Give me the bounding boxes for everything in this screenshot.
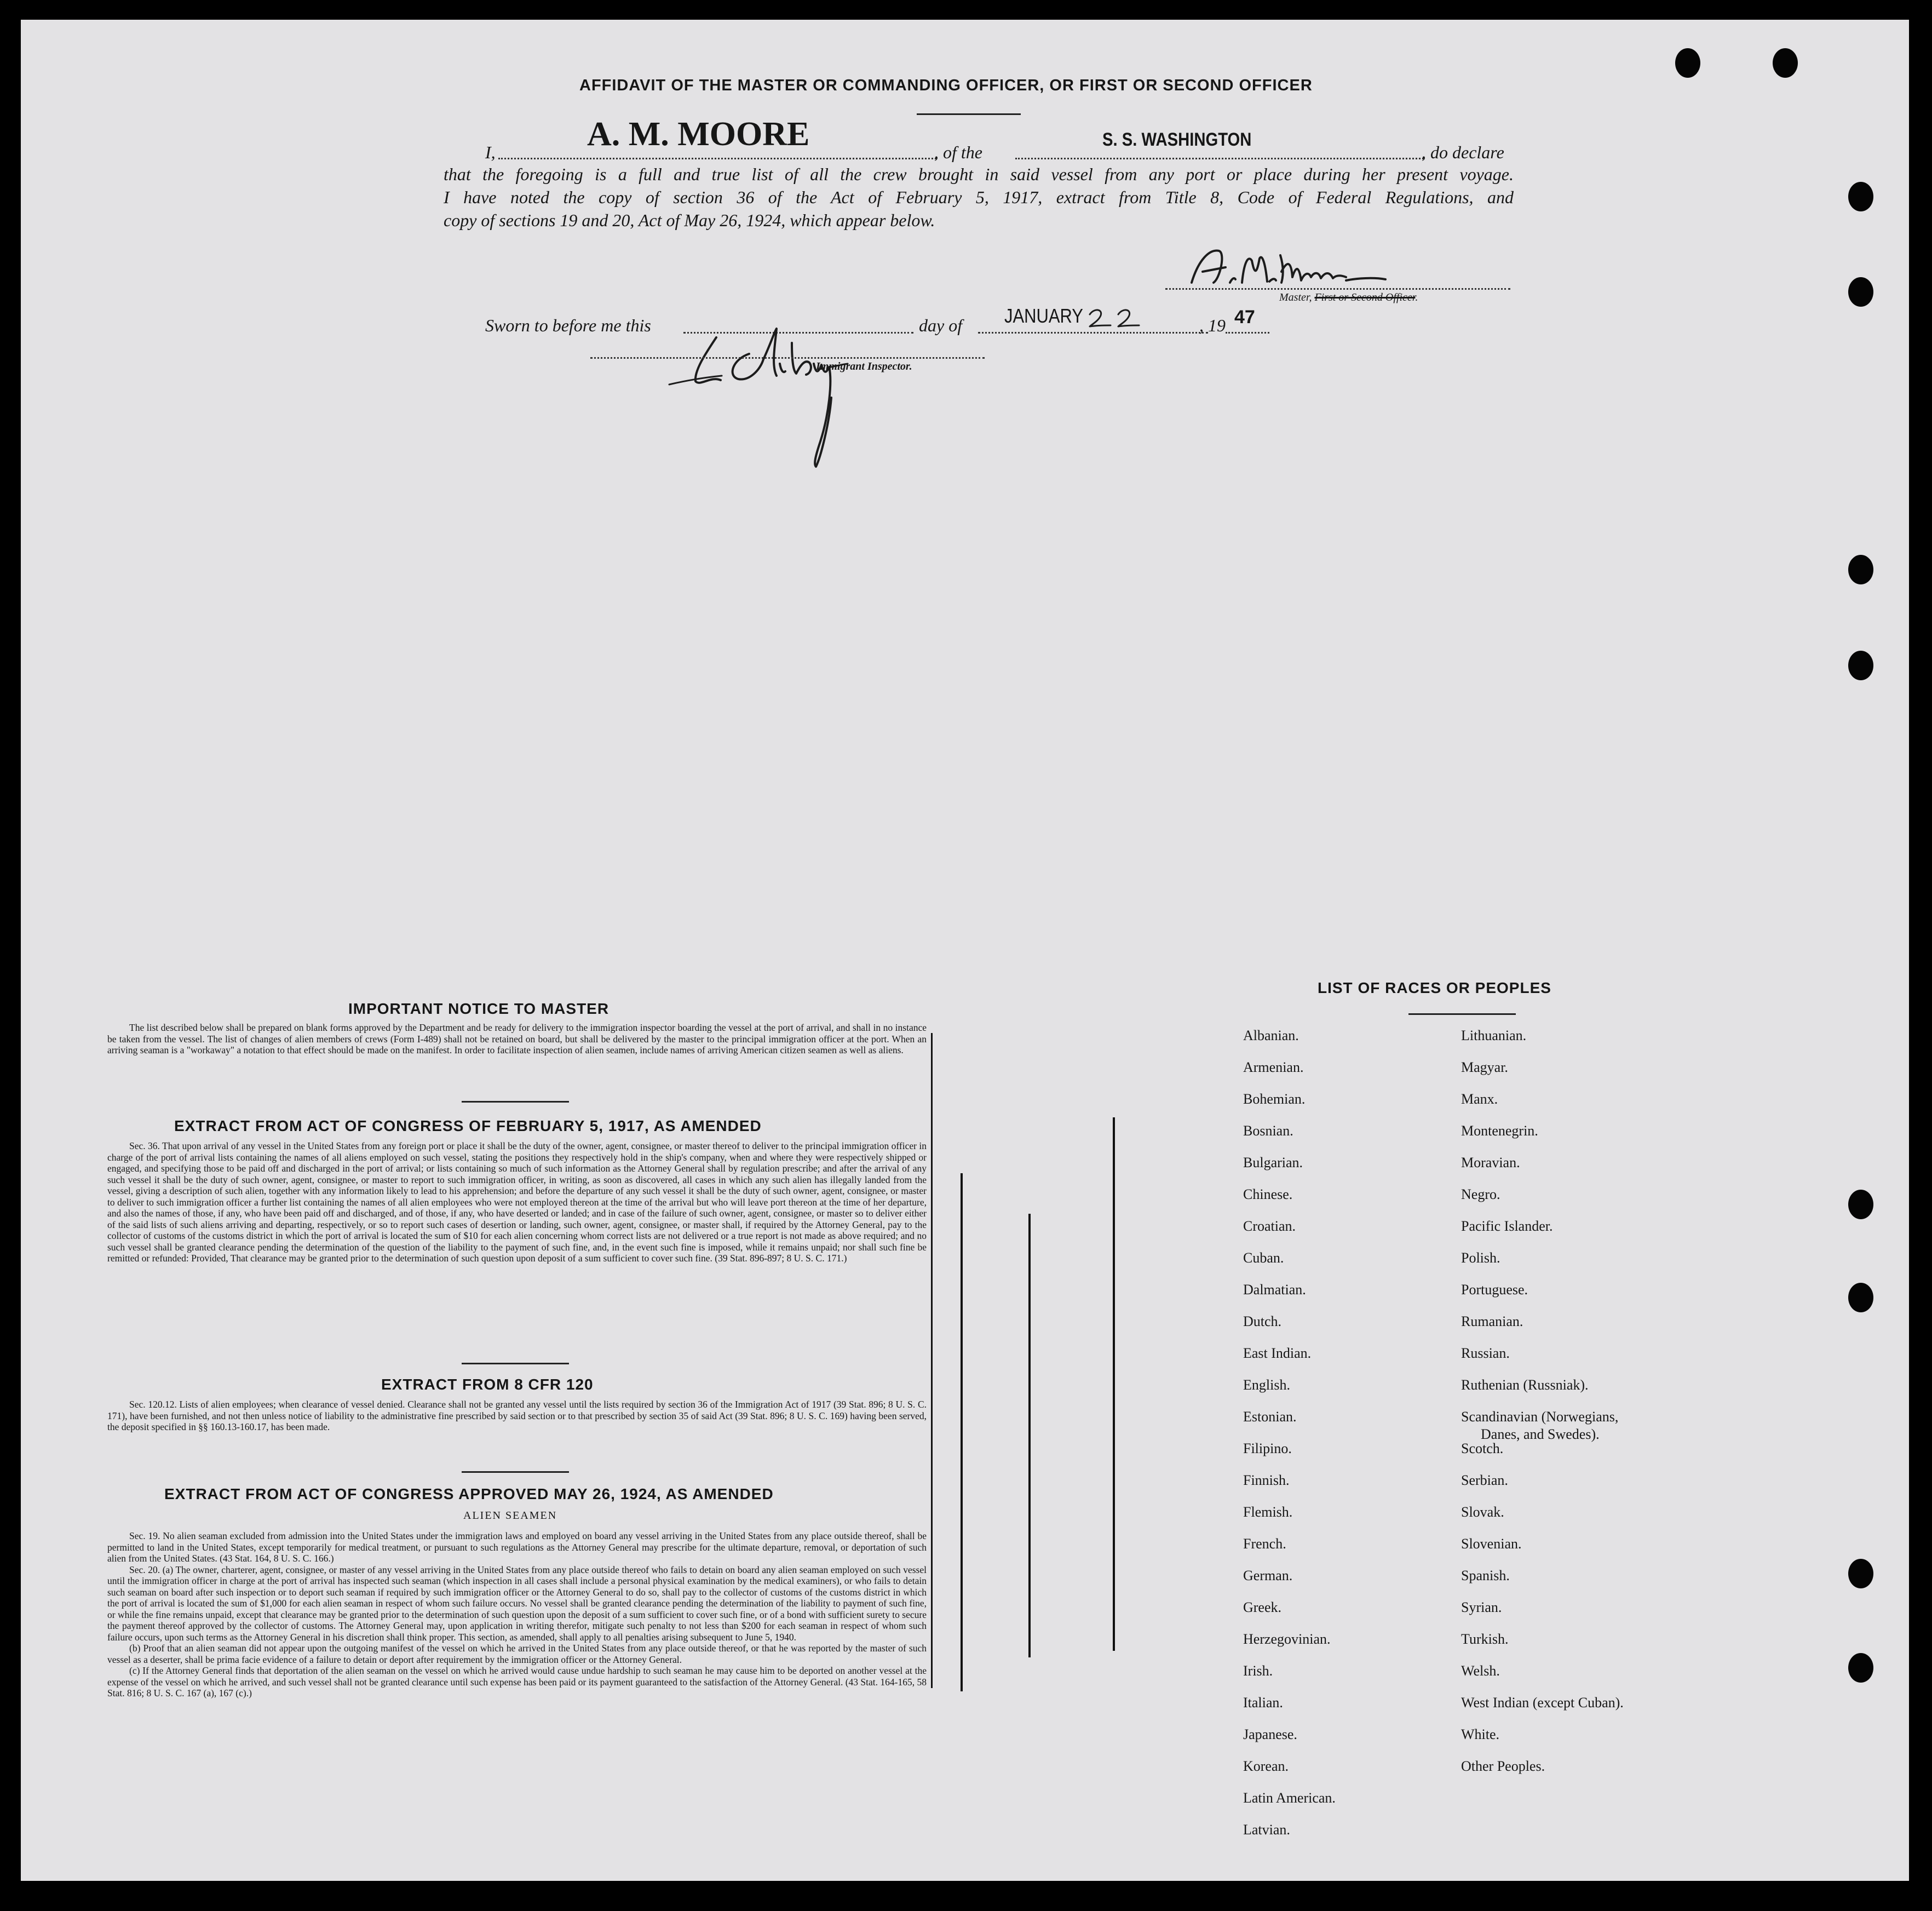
race-item: Turkish. (1461, 1631, 1509, 1647)
punch-hole (1848, 651, 1873, 680)
race-item: Bohemian. (1243, 1091, 1306, 1107)
race-item: Croatian. (1243, 1218, 1296, 1234)
margin-rule-right (1113, 1117, 1115, 1651)
margin-rule-middle (1028, 1214, 1031, 1657)
punch-hole (1675, 48, 1700, 78)
declaration-line-3: I have noted the copy of section 36 of the Act of February 5, 1917, extract from Title 8, Code of Federal Regulations, and (444, 187, 1514, 207)
race-item: Slovenian. (1461, 1536, 1522, 1552)
race-item: Scandinavian (Norwegians, (1461, 1409, 1619, 1425)
extract-1917-title: EXTRACT FROM ACT OF CONGRESS OF FEBRUARY 5, 1917, AS AMENDED (174, 1117, 762, 1134)
i-label: I, (485, 142, 496, 162)
affidavit-title: AFFIDAVIT OF THE MASTER OR COMMANDING OFFICER, OR FIRST OR SECOND OFFICER (579, 77, 1313, 94)
race-item: Bosnian. (1243, 1123, 1293, 1139)
race-item: Finnish. (1243, 1472, 1290, 1488)
extract-cfr-title: EXTRACT FROM 8 CFR 120 (381, 1376, 594, 1393)
race-item: Russian. (1461, 1345, 1510, 1361)
notice-divider (462, 1101, 569, 1103)
master-name: A. M. MOORE (587, 116, 810, 153)
race-item: French. (1243, 1536, 1286, 1552)
race-item: Flemish. (1243, 1504, 1293, 1520)
extract-1917-sec36: Sec. 36. That upon arrival of any vessel in the United States from any foreign port or place it shall be the duty of the owner, agent, consignee, or master thereof to deliver to the principal immigration officer in charge of the port of arrival lists containing the names of all aliens employed on such vessel, stating the positions they respectively hold in the ship's company, when and where they were respectively shipped or engaged, and specifying those to be paid off and discharged in the port of arrival; or lists containing so much of such information as the Attorney General shall by regulation prescribe; and after the arrival of any such vessel it shall be the duty of such owner, agent, consignee, or master to report to such immigration officer, in writing, as soon as discovered, all cases in which any such alien has illegally landed from the vessel, giving a description of such alien, together with any information likely to lead to his apprehension; and before the departure of any such vessel it shall be the duty of such owner, agent, consignee, or master to deliver to such immigration officer a further list containing the names of all alien employees who were not employed thereon at the time of the arrival but who will leave port thereon at the time of her departure, and also the names of those, if any, who have been paid off and discharged, and of those, if any, who have deserted or landed; and in case of the failure of such owner, agent, consignee, or master so to deliver either of the said lists of such aliens arriving and departing, respectively, or so to report such cases of desertion or landing, such owner, agent, consignee, or master shall, if required by the Attorney General, pay to the collector of customs of the customs district in which the port of arrival is located the sum of $10 for each alien concerning whom correct lists are not delivered or a true report is not made as above required; and no such vessel shall be granted clearance pending the determination of the question of the liability to the payment of such fine, and, in the event such fine is imposed, while it remains unpaid; nor shall such fine be remitted or refunded: Provided, That clearance may be granted prior to the determination of such question upon deposit of a sum sufficient to cover such fine. (39 Stat. 896-897; 8 U. S. C. 171.) (107, 1140, 927, 1264)
inspector-signature (667, 321, 941, 474)
sworn-month: JANUARY (1004, 305, 1083, 327)
race-item: Manx. (1461, 1091, 1498, 1107)
race-item: Other Peoples. (1461, 1758, 1545, 1774)
declaration-line-4: copy of sections 19 and 20, Act of May 26, 1924, which appear below. (444, 210, 935, 230)
form-sheet (21, 20, 1909, 1881)
race-item: Slovak. (1461, 1504, 1504, 1520)
races-title: LIST OF RACES OR PEOPLES (1318, 979, 1551, 996)
extract-cfr-text (107, 1399, 927, 1433)
sworn-month-line (978, 332, 1208, 334)
race-item: German. (1243, 1568, 1293, 1583)
extract-1924-subtitle: ALIEN SEAMEN (463, 1510, 557, 1522)
notice-text (107, 1022, 927, 1056)
sworn-day (1086, 305, 1152, 332)
race-item: Greek. (1243, 1599, 1282, 1615)
inspector-signature-line (590, 357, 985, 359)
race-item: Polish. (1461, 1250, 1500, 1266)
extract-1924-sec20a: Sec. 20. (a) The owner, charterer, agent, consignee, or master of any vessel arriving in the United States from any place outside thereof who fails to detain on board any alien seaman employed on such vessel until the immigration officer in charge at the port of arrival has inspected such seaman (which inspection in all cases shall include a personal physical examination by the medical examiners), or who fails to detain such seaman on board after such inspection or to deport such seaman if required by such immigration officer or the Attorney General to do so, shall pay to the collector of customs of the customs district in which the port of arrival is located the sum of $1,000 for each alien seaman in respect of whom such failure occurs. No vessel shall be granted clearance pending the determination of the liability to payment of such fine, or while the fine remains unpaid, except that clearance may be granted prior to the determination of such question upon the deposit of a sum sufficient to cover such fine, or of a bond with sufficient surety to secure the payment thereof approved by the collector of customs. The Attorney General may, upon application in writing therefor, mitigate such penalty to not less than $200 for each seaman in respect of whom such failure occurs, upon such terms as the Attorney General in his discretion shall think proper. This section, as amended, shall apply to all penalties arising subsequent to June 5, 1940. (107, 1564, 927, 1643)
race-item: Pacific Islander. (1461, 1218, 1553, 1234)
notice-paragraph: The list described below shall be prepared on blank forms approved by the Department and be ready for delivery to the immigration inspector boarding the vessel at the port of arrival, and shall in no instance be taken from the vessel. The list of changes of alien members of crews (Form I-489) shall not be retained on board, but shall be delivered by the master to the principal immigration officer at the port. When an arriving seaman is a "workaway" a notation to that effect should be made on the manifest. In order to facilitate inspection of alien seamen, include names of arriving American citizen seamen as well as aliens. (107, 1022, 927, 1055)
punch-hole (1848, 277, 1873, 307)
punch-hole (1848, 555, 1873, 584)
vessel-name: S. S. WASHINGTON (1102, 129, 1252, 150)
race-item: Dalmatian. (1243, 1282, 1306, 1298)
race-item: West Indian (except Cuban). (1461, 1695, 1624, 1711)
master-signature (1187, 239, 1406, 299)
race-item: Ruthenian (Russniak). (1461, 1377, 1589, 1393)
race-item: Negro. (1461, 1186, 1500, 1202)
punch-hole (1848, 1559, 1873, 1588)
race-item: Moravian. (1461, 1155, 1520, 1170)
races-divider (1408, 1013, 1516, 1015)
year-suffix: 47 (1234, 307, 1255, 328)
extract-1924-sec19: Sec. 19. No alien seaman excluded from admission into the United States under the immigration laws and employed on board any vessel arriving in the United States from any place outside thereof, shall be permitted to land in the United States, except temporarily for medical treatment, or pursuant to such regulations as the Attorney General may prescribe for the ultimate departure, removal, or deportation of such alien from the United States. (43 Stat. 164, 8 U. S. C. 166.) (107, 1530, 927, 1564)
punch-hole (1848, 1283, 1873, 1312)
race-item: Chinese. (1243, 1186, 1293, 1202)
race-item: Dutch. (1243, 1313, 1282, 1329)
race-item: Armenian. (1243, 1059, 1304, 1075)
signer-caption-end: . (1415, 291, 1418, 303)
do-declare-label: , do declare (1422, 142, 1504, 162)
race-item: East Indian. (1243, 1345, 1312, 1361)
signer-caption-prefix: Master, (1279, 291, 1312, 303)
extract-1924-title: EXTRACT FROM ACT OF CONGRESS APPROVED MAY 26, 1924, AS AMENDED (164, 1485, 774, 1502)
legal-column-border (931, 1033, 933, 1688)
of-the-label: , of the (934, 142, 982, 162)
race-item: Albanian. (1243, 1028, 1299, 1043)
race-item: Cuban. (1243, 1250, 1284, 1266)
title-divider (917, 113, 1021, 115)
declaration-line-2: that the foregoing is a full and true list of all the crew brought in said vessel from any port or place during her present voyage. (444, 164, 1514, 184)
race-item: Estonian. (1243, 1409, 1297, 1425)
race-item: Lithuanian. (1461, 1028, 1527, 1043)
punch-hole (1848, 1190, 1873, 1219)
race-item: Portuguese. (1461, 1282, 1528, 1298)
notice-title: IMPORTANT NOTICE TO MASTER (348, 1000, 610, 1017)
race-item: Serbian. (1461, 1472, 1508, 1488)
signer-caption (1279, 291, 1418, 304)
race-item: Rumanian. (1461, 1313, 1523, 1329)
race-item: Spanish. (1461, 1568, 1510, 1583)
year-prefix: , 19 (1199, 315, 1226, 335)
race-item: Syrian. (1461, 1599, 1502, 1615)
punch-hole (1773, 48, 1798, 78)
race-item: English. (1243, 1377, 1290, 1393)
extract-1917-text (107, 1140, 927, 1264)
race-item: Italian. (1243, 1695, 1283, 1711)
race-item: Magyar. (1461, 1059, 1508, 1075)
vessel-name-line (1015, 158, 1424, 159)
master-signature-line (1165, 288, 1510, 290)
race-item: Korean. (1243, 1758, 1289, 1774)
day-of-label: day of (919, 315, 963, 335)
punch-hole (1848, 1653, 1873, 1683)
master-name-line (498, 158, 936, 159)
year-line (1226, 332, 1269, 334)
race-item: Scotch. (1461, 1441, 1504, 1456)
race-item: White. (1461, 1726, 1500, 1742)
extract-1924-sec20c: (c) If the Attorney General finds that deportation of the alien seaman on the vessel on which he arrived would cause undue hardship to such seaman he may cause him to be deported on another vessel at the expense of the vessel on which he arrived, and such vessel shall not be granted clearance until such expense has been paid or its payment guaranteed to the satisfaction of the Attorney General. (43 Stat. 164-165, 58 Stat. 816; 8 U. S. C. 167 (a), 167 (c).) (107, 1665, 927, 1698)
margin-rule-left (961, 1173, 963, 1691)
extract-cfr-sec120: Sec. 120.12. Lists of alien employees; when clearance of vessel denied. Clearance shall not be granted any vessel until the lists required by section 36 of the Immigration Act of 1917 (39 Stat. 896; 8 U. S. C. 171), have been furnished, and not then unless notice of liability to the administrative fine prescribed by said section or to that prescribed by section 35 of said Act (39 Stat. 896; 8 U. S. C. 169) having been served, the deposit specified in §§ 160.13-160.17, has been made. (107, 1399, 927, 1432)
race-item: Herzegovinian. (1243, 1631, 1331, 1647)
race-item: Bulgarian. (1243, 1155, 1303, 1170)
race-item: Latvian. (1243, 1822, 1290, 1838)
race-item: Welsh. (1461, 1663, 1500, 1679)
race-item: Latin American. (1243, 1790, 1336, 1806)
extract-1917-divider (462, 1363, 569, 1364)
race-item: Filipino. (1243, 1441, 1292, 1456)
extract-cfr-divider (462, 1471, 569, 1473)
extract-1924-sec20b: (b) Proof that an alien seaman did not appear upon the outgoing manifest of the vessel on which he arrived in the United States from any place outside thereof, or that he was reported by the master of such vessel as a deserter, shall be prima facie evidence of a failure to detain or deport after requirement by the immigration officer or the Attorney General. (107, 1643, 927, 1665)
sworn-label: Sworn to before me this (485, 315, 651, 335)
punch-hole (1848, 182, 1873, 211)
inspector-caption: Immigrant Inspector. (816, 360, 912, 372)
race-item: Irish. (1243, 1663, 1273, 1679)
race-item: Japanese. (1243, 1726, 1297, 1742)
extract-1924-text (107, 1530, 927, 1699)
signer-caption-struck: First or Second Officer (1314, 291, 1416, 303)
race-item: Danes, and Swedes). (1481, 1426, 1600, 1442)
race-item: Montenegrin. (1461, 1123, 1538, 1139)
